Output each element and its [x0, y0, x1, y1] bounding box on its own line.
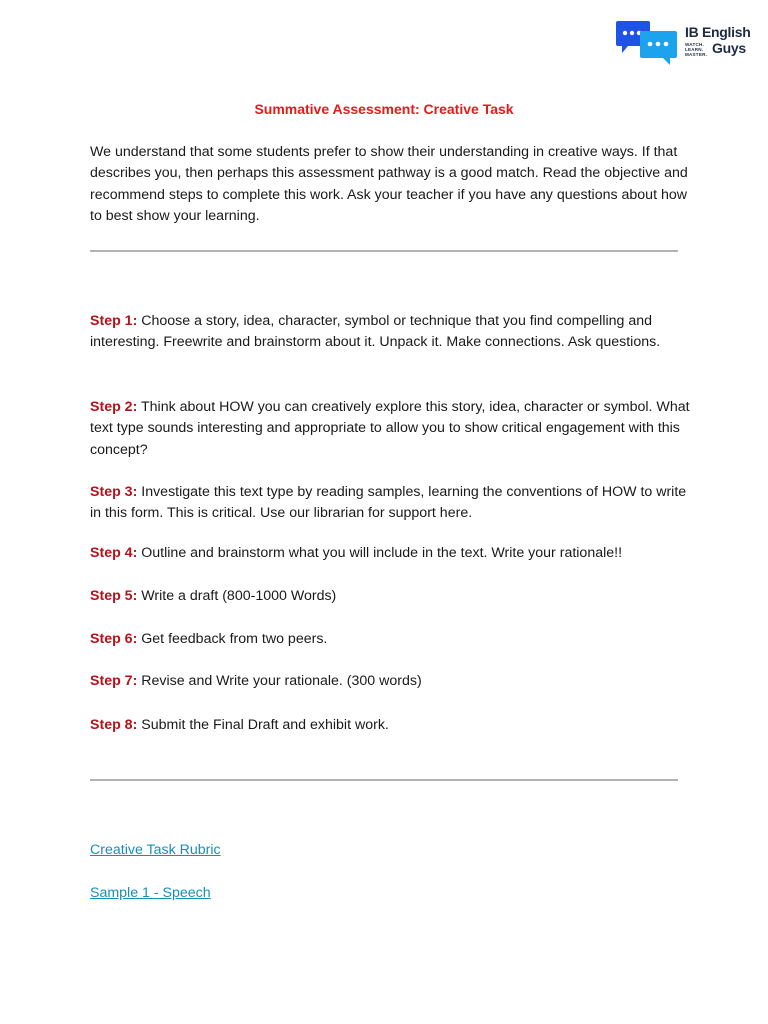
- divider-bottom: [90, 779, 678, 781]
- creative-task-rubric-link[interactable]: Creative Task Rubric: [90, 842, 221, 858]
- step-5-text: Write a draft (800-1000 Words): [137, 588, 337, 604]
- step-6-label: Step 6:: [90, 631, 138, 647]
- divider-top: [90, 250, 678, 252]
- logo-tagline-watch: WATCH.: [685, 42, 704, 47]
- logo-tagline-learn: LEARN.: [685, 47, 704, 52]
- sample-1-speech-link[interactable]: Sample 1 - Speech: [90, 885, 211, 901]
- step-2-text: Think about HOW you can creatively explore this story, idea, character or symbol. What text type sounds interesting and appropriate to allow you to show critical engagement with this concept?: [90, 399, 690, 458]
- step-5-label: Step 5:: [90, 588, 138, 604]
- step-6-text: Get feedback from two peers.: [137, 631, 328, 647]
- step-8: [90, 715, 690, 736]
- step-4-text: Outline and brainstorm what you will include in the text. Write your rationale!!: [137, 545, 623, 561]
- step-4: [90, 543, 690, 564]
- step-1: [90, 311, 690, 354]
- chat-bubbles-icon: [614, 20, 680, 68]
- step-3-label: Step 3:: [90, 484, 138, 500]
- step-1-label: Step 1:: [90, 313, 138, 329]
- step-8-text: Submit the Final Draft and exhibit work.: [137, 717, 389, 733]
- step-2: [90, 397, 690, 461]
- step-3-text: Investigate this text type by reading samples, learning the conventions of HOW to write in this form. This is critical. Use our librarian for support here.: [90, 484, 687, 522]
- step-7-label: Step 7:: [90, 673, 138, 689]
- logo-tagline: [685, 42, 707, 57]
- step-7: [90, 671, 690, 692]
- logo-line1: IB English: [685, 24, 751, 40]
- logo-tagline-master: MASTER.: [685, 52, 708, 57]
- ib-english-guys-logo: [614, 20, 751, 68]
- step-6: [90, 629, 690, 650]
- step-2-label: Step 2:: [90, 399, 138, 415]
- step-8-label: Step 8:: [90, 717, 138, 733]
- step-5: [90, 586, 690, 607]
- intro-paragraph: We understand that some students prefer to show their understanding in creative ways. If that describes you, then perhaps this assessment pathway is a good match. Read the objective and recommend steps to complete this work. Ask your teacher if you have any questions about how to best show your learning.: [90, 144, 688, 224]
- step-3: [90, 482, 690, 525]
- logo-line2: Guys: [712, 40, 746, 56]
- logo-text: [685, 25, 750, 59]
- step-1-text: Choose a story, idea, character, symbol or technique that you find compelling and interesting. Freewrite and brainstorm about it. Unpack it. Make connections. Ask questions.: [90, 313, 661, 351]
- step-7-text: Revise and Write your rationale. (300 words): [137, 673, 422, 689]
- step-4-label: Step 4:: [90, 545, 138, 561]
- document-title: Summative Assessment: Creative Task: [254, 101, 514, 117]
